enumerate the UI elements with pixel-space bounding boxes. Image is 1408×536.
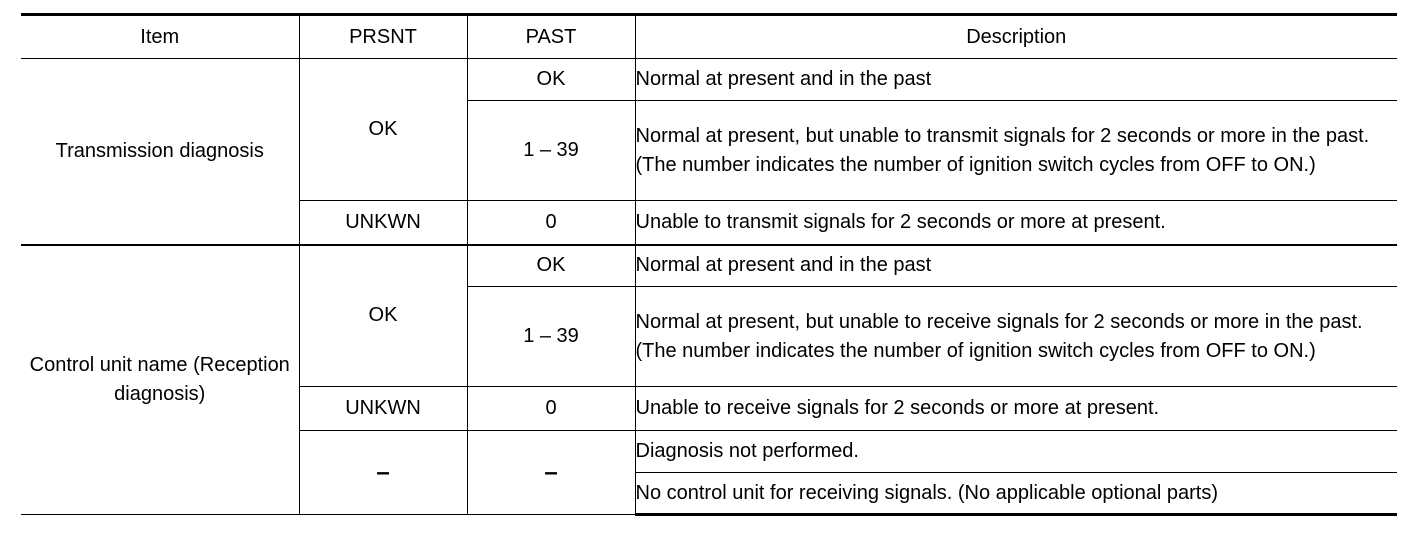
- description-cell: Normal at present, but unable to transmit signals for 2 seconds or more in the past. (The number indicates the number of ignition switch cycles from OFF to ON.): [635, 101, 1397, 201]
- header-item: Item: [21, 15, 299, 59]
- description-cell: Normal at present and in the past: [635, 245, 1397, 287]
- prsnt-cell: UNKWN: [299, 201, 467, 245]
- prsnt-cell: OK: [299, 59, 467, 201]
- description-cell: No control unit for receiving signals. (No applicable optional parts): [635, 473, 1397, 515]
- header-past: PAST: [467, 15, 635, 59]
- description-cell: Unable to transmit signals for 2 seconds or more at present.: [635, 201, 1397, 245]
- table-row: [21, 245, 1397, 287]
- description-cell: Normal at present and in the past: [635, 59, 1397, 101]
- past-cell: 0: [467, 387, 635, 431]
- past-cell: 0: [467, 201, 635, 245]
- prsnt-cell: –: [299, 431, 467, 515]
- header-description: Description: [635, 15, 1397, 59]
- header-row: [21, 15, 1397, 59]
- item-transmission-diagnosis: Transmission diagnosis: [21, 59, 299, 245]
- description-cell: Unable to receive signals for 2 seconds or more at present.: [635, 387, 1397, 431]
- past-cell: OK: [467, 245, 635, 287]
- item-reception-diagnosis: Control unit name (Reception diagnosis): [21, 245, 299, 515]
- table-row: [21, 59, 1397, 101]
- past-cell: 1 – 39: [467, 287, 635, 387]
- prsnt-cell: UNKWN: [299, 387, 467, 431]
- diagnosis-table: [21, 13, 1397, 516]
- past-cell: OK: [467, 59, 635, 101]
- description-cell: Normal at present, but unable to receive signals for 2 seconds or more in the past. (The number indicates the number of ignition switch cycles from OFF to ON.): [635, 287, 1397, 387]
- description-cell: Diagnosis not performed.: [635, 431, 1397, 473]
- past-cell: 1 – 39: [467, 101, 635, 201]
- past-cell: –: [467, 431, 635, 515]
- header-prsnt: PRSNT: [299, 15, 467, 59]
- prsnt-cell: OK: [299, 245, 467, 387]
